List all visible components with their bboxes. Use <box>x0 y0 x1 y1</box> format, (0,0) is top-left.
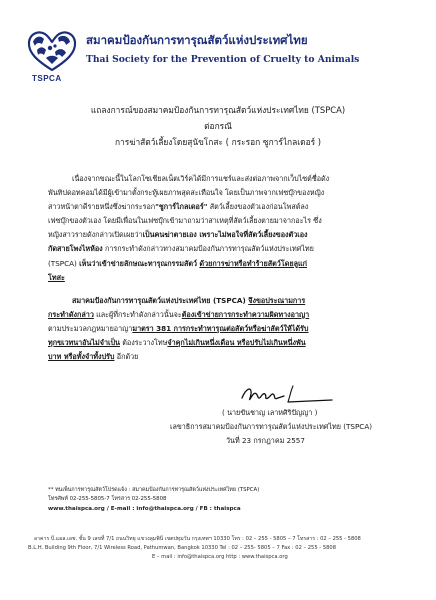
text-span: ต้องระวางโทษ <box>119 338 168 348</box>
footnote-line: ** ทนเพ็นการทารุณสัตว์โปรดแจ้ง : สมาคมป้องกันการทารุณสัตว์แห่งประเทศไทย (TSPCA) <box>48 487 260 493</box>
footnote-phone: โทรศัพท์ 02-255-5805-7 โทรสาร 02-255-5808 <box>48 496 167 502</box>
footer-contact-links: www.thaispca.org / E-mail : info@thaispca.org / FB : thaispca <box>48 506 241 512</box>
text-line: เนื่องจากขณะนี้ในโลกโซเชียลเน็ตเวิร์คได้มีการแชร์และส่งต่อภาพจากเว็บไซต์ชื่อดัง <box>72 174 330 183</box>
statement-topic: การฆ่าสัตว์เลี้ยงโดยสุนัขโกสะ ( กระรอก ซูการ์ไกลเดอร์ ) <box>114 137 322 147</box>
signature-date: วันที่ 23 กรกฎาคม 2557 <box>226 436 305 445</box>
logo-text: TSPCA <box>32 74 62 83</box>
paragraph-1 <box>48 172 388 285</box>
signatory-block <box>170 406 373 448</box>
tspca-logo <box>22 22 84 84</box>
address-english: B.L.H. Building 9th Floor, 7/1 Wireless Road, Pathumwan, Bangkok 10330 Tel : 02 – 255- 5805 – 7 Fax : 02 – 255 - 5808 <box>28 545 337 551</box>
underlined-emphasis: โทสะ <box>48 272 65 282</box>
text-span: อีกด้วย <box>114 352 139 362</box>
text-span: สัตว์เลี้ยงของตัวเองก่อนโพสต์ลง <box>207 202 309 212</box>
org-name-english: Thai Society for the Prevention of Cruelty to Animals <box>86 54 360 65</box>
underlined-emphasis: มาตรา 381 การกระทำทารุณต่อสัตว์หรือฆ่าสัตว์ให้ได้รับ <box>132 323 309 333</box>
text-line <box>48 308 388 322</box>
underlined-emphasis: ต้องเข้าข่ายการกระทำความผิดทางอาญา <box>181 309 310 319</box>
text-span: และผู้ที่กระทำดังกล่าวนั้นจะ <box>93 309 182 319</box>
statement-heading <box>0 102 436 150</box>
signatory-position: เลขาธิการสมาคมป้องกันการทารุณสัตว์แห่งประเทศไทย (TSPCA) <box>170 422 373 431</box>
signatory-name: ( นายขันชาญ เลาหศิริปัญญา ) <box>222 408 318 417</box>
text-line <box>48 350 388 364</box>
emphasis-text: เห็นว่าเข้าข่ายลักษณะทารุณกรรมสัตว์ <box>79 258 198 268</box>
underlined-emphasis: ด้วยการฆ่าหรือทำร้ายสัตว์โดยลูแก่ <box>199 258 307 268</box>
underlined-emphasis: ทุกขเวทนาอันไม่จำเป็น <box>48 338 120 348</box>
org-name-thai: สมาคมป้องกันการทารุณสัตว์แห่งประเทศไทย <box>86 33 308 47</box>
letterhead <box>22 22 422 92</box>
statement-subtitle: ต่อกรณี <box>204 121 232 131</box>
emphasis-text: เป็นคนฆ่าตายเอง เพราะไม่พอใจที่สัตว์เลี้ยงของตัวเอง <box>142 230 308 240</box>
underlined-emphasis: กระทำดังกล่าว <box>48 309 94 319</box>
paragraph-2 <box>48 294 388 364</box>
text-span: หญิงสาวรายดังกล่าวเปิดเผยว่า <box>48 230 143 240</box>
text-line <box>48 200 388 214</box>
text-line <box>48 271 388 285</box>
text-line <box>48 257 388 271</box>
text-line <box>48 294 388 308</box>
emphasis-text: สมาคมป้องกันการทารุณสัตว์แห่งประเทศไทย (TSPCA) <box>72 295 249 305</box>
statement-body <box>48 172 388 373</box>
handwritten-signature <box>238 382 338 408</box>
text-line: พันทิปดอทคอมได้มีผู้เข้ามาตั้งกระทู้เผยภาพสุดสะเทือนใจ โดยเป็นภาพจากเฟซบุ๊กของหญิง <box>48 188 325 198</box>
address-email-web: E – mail : info@thaispca.org http : www.thaispca.org <box>152 554 288 560</box>
underlined-emphasis: จำคุกไม่เกินหนึ่งเดือน หรือปรับไม่เกินหนึ่งพัน <box>167 338 306 348</box>
text-span: (TSPCA) <box>48 258 80 268</box>
emphasis-text: "ชูการ์ไกลเดอร์" <box>155 202 208 212</box>
underlined-emphasis: บาท หรือทั้งจำทั้งปรับ <box>48 352 115 362</box>
text-line: เฟซบุ๊กของตัวเอง โดยมีเพื่อนในเฟซบุ๊กเข้ามาถามว่าสาเหตุที่สัตว์เลี้ยงตายมาจากอะไร ซึ่ง <box>48 216 322 226</box>
text-line <box>48 322 388 336</box>
underlined-emphasis: จึงขอประณามการ <box>248 295 306 305</box>
emphasis-text: กัดสายโพงไหห้อง <box>48 244 103 254</box>
address-thai: อาคาร บี.แอล.เอช. ชั้น 9 เลขที่ 7/1 ถนนวิทยุ แขวงลุมพินี เขตปทุมวัน กรุงเทพฯ 10330 โทร : 02 – 255 - 5805 – 7 โทรสาร : 02 – 255 - 5808 <box>34 536 361 542</box>
footnote <box>48 486 388 504</box>
address-footer <box>24 535 414 562</box>
text-line <box>48 336 388 350</box>
text-line <box>48 228 388 242</box>
text-span: ตามประมวลกฎหมายอาญา <box>48 323 133 333</box>
text-span: การกระทำดังกล่าวทางสมาคมป้องกันการทารุณสัตว์แห่งประเทศไทย <box>102 244 314 254</box>
statement-title: แถลงการณ์ของสมาคมป้องกันการทารุณสัตว์แห่งประเทศไทย (TSPCA) <box>90 105 346 115</box>
text-span: สาวหน้าตาดีรายหนึ่งซึ่งฆ่ากระรอก <box>48 202 156 212</box>
text-line <box>48 242 388 256</box>
